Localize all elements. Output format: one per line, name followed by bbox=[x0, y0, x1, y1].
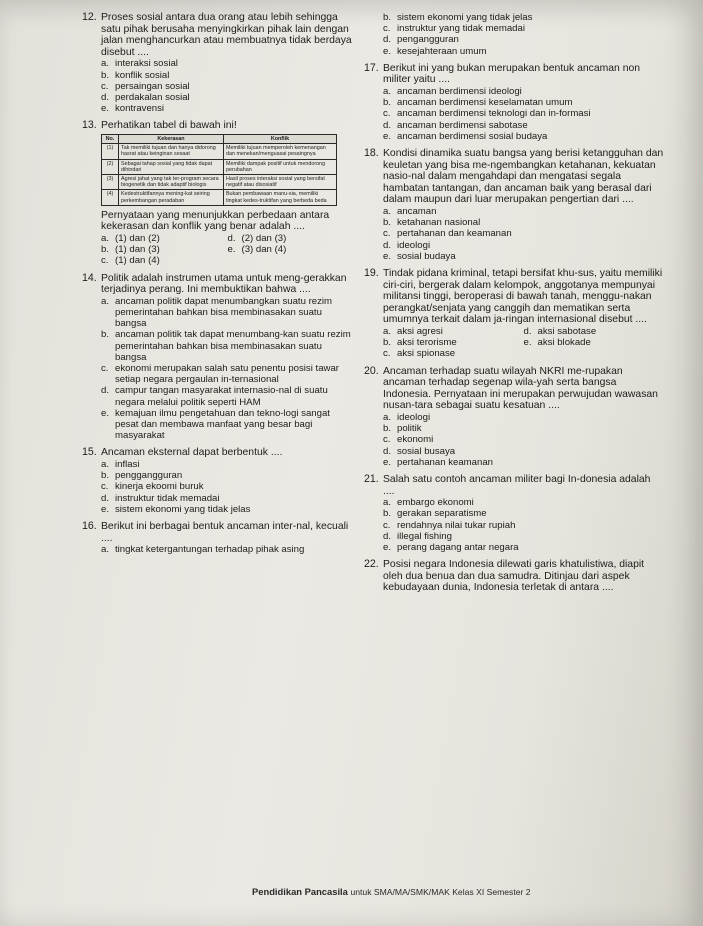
option-c: c. ancaman berdimensi teknologi dan in-formasi bbox=[383, 108, 591, 120]
question-18 bbox=[364, 148, 664, 262]
option-e: e. sistem ekonomi yang tidak jelas bbox=[101, 503, 251, 515]
question-21 bbox=[364, 474, 664, 553]
option-a: a. (1) dan (2) bbox=[101, 233, 160, 244]
option-a: a. ancaman politik dapat menumbangkan suatu rezim pemerintahan bahkan bisa membinasakan suatu bangsa bbox=[101, 295, 333, 330]
table-header-kekerasan: Kekerasan bbox=[119, 134, 224, 143]
option-a: a. aksi agresi bbox=[383, 325, 443, 337]
option-a: a. inflasi bbox=[101, 459, 140, 471]
option-c: c. kinerja ekoomi buruk bbox=[101, 481, 204, 493]
question-19 bbox=[364, 268, 664, 360]
option-a: a. embargo ekonomi bbox=[383, 497, 474, 509]
table-row bbox=[102, 159, 337, 174]
option-e: e. aksi blokade bbox=[523, 337, 591, 349]
footer-title: Pendidikan Pancasila bbox=[252, 886, 348, 897]
option-e: e. pertahanan keamanan bbox=[383, 456, 494, 468]
option-c: c. (1) dan (4) bbox=[101, 255, 160, 267]
option-b: b. sistem ekonomi yang tidak jelas bbox=[383, 12, 533, 23]
question-13 bbox=[82, 120, 354, 266]
option-e: e. perang dagang antar negara bbox=[383, 541, 519, 553]
table-cell-no: (2) bbox=[102, 159, 119, 174]
table-row bbox=[102, 144, 337, 159]
option-a: a. ancaman berdimensi ideologi bbox=[383, 86, 522, 97]
question-15 bbox=[82, 447, 354, 515]
table-cell-konflik: Memiliki dampak positif untuk mendorong perubahan bbox=[223, 159, 336, 174]
option-e: e. kesejahteraan umum bbox=[383, 45, 487, 57]
table-cell-kekerasan: Kedestruktifannya mening-kat seiring perkembangan peradaban bbox=[119, 190, 224, 205]
table-cell-konflik: Bukan pembawaan manu-sia, memiliki tingkat kedes-truktifan yang berbeda beda bbox=[223, 190, 336, 205]
option-d: d. campur tangan masyarakat internasio-nal di suatu negara melalui politik seperti HAM bbox=[101, 385, 328, 408]
option-b: b. politik bbox=[383, 423, 422, 435]
table-cell-konflik: Hasil proses interaksi sosial yang bersifat negatif atau disosiatif bbox=[223, 175, 336, 190]
question-text: Ancaman terhadap suatu wilayah NKRI me-rupakan ancaman terhadap segenap wila-yah serta bangsa Indonesia. Pernyataan ini merupakan perwujudan wawasan nusan-tara sebagai suatu kesatuan .... bbox=[383, 365, 658, 412]
option-b: b. aksi terorisme bbox=[383, 337, 457, 349]
option-b: b. ancaman berdimensi keselamatan umum bbox=[383, 97, 573, 109]
question-text-continued: Pernyataan yang menunjukkan perbedaan antara kekerasan dan konflik yang benar adalah .... bbox=[101, 209, 330, 233]
left-column bbox=[82, 12, 354, 561]
question-17 bbox=[364, 63, 664, 142]
question-text: Perhatikan tabel di bawah ini! bbox=[101, 120, 237, 132]
option-d: d. aksi sabotase bbox=[523, 325, 597, 337]
question-text: Proses sosial antara dua orang atau lebih sehingga satu pihak berusaha menyingkirkan pihak lain dengan jalan menghancurkan atau membuatnya tidak berdaya disebut .... bbox=[101, 12, 352, 58]
footer-subtitle: untuk SMA/MA/SMK/MAK Kelas XI Semester 2 bbox=[350, 887, 531, 897]
question-22 bbox=[364, 559, 664, 594]
question-number: 19. bbox=[364, 267, 379, 279]
table-cell-kekerasan: Agresi jahat yang tak ter-program secara biogenetik dan tidak adaptif biologis bbox=[119, 175, 224, 190]
table-cell-kekerasan: Tak memiliki tujuan dan hanya didorong hasrat atau keinginan sesaat bbox=[119, 144, 224, 159]
option-a: a. interaksi sosial bbox=[101, 58, 178, 70]
table-row bbox=[102, 175, 337, 190]
option-a: a. tingkat ketergantungan terhadap pihak asing bbox=[101, 544, 305, 556]
option-b: b. (1) dan (3) bbox=[101, 244, 160, 256]
question-text: Tindak pidana kriminal, tetapi bersifat khu-sus, yaitu memiliki ciri-ciri, bergerak dalam kelompok, anggotanya mempunyai militansi tinggi, beroperasi di bawah tanah, menggu-nakan perangkat/senjata yang canggih dan mematikan serta umumnya terkait dalam ja-ringan internasional disebut .... bbox=[383, 268, 663, 326]
question-text: Kondisi dinamika suatu bangsa yang berisi ketangguhan dan keuletan yang bisa me-ngembangkan ketahanan, kekuatan nasio-nal dalam mengahdapi dan mengatasi segala hambatan tantangan, dan ancaman baik yang berasal dari dalam maupun dari luar merupakan pengertian dari .... bbox=[383, 148, 664, 206]
table-cell-no: (1) bbox=[102, 144, 119, 159]
option-a: a. ancaman bbox=[383, 205, 437, 217]
option-d: d. (2) dan (3) bbox=[227, 233, 287, 244]
question-20 bbox=[364, 366, 664, 468]
option-b: b. gerakan separatisme bbox=[383, 508, 487, 520]
question-16 bbox=[82, 521, 354, 555]
right-column bbox=[364, 12, 664, 600]
question-number: 12. bbox=[82, 11, 97, 23]
page-footer bbox=[252, 886, 531, 897]
option-c: c. ekonomi bbox=[383, 434, 434, 446]
question-number: 14. bbox=[82, 271, 97, 284]
option-c: c. pertahanan dan keamanan bbox=[383, 228, 512, 240]
option-e: e. ancaman berdimensi sosial budaya bbox=[383, 130, 548, 142]
question-text: Berikut ini yang bukan merupakan bentuk ancaman non militer yaitu .... bbox=[383, 62, 641, 86]
option-a: a. ideologi bbox=[383, 411, 431, 423]
option-c: c. aksi spionase bbox=[383, 348, 456, 360]
table-cell-no: (3) bbox=[102, 175, 119, 190]
option-b: b. konflik sosial bbox=[101, 69, 170, 81]
table-header-row bbox=[102, 134, 337, 143]
option-c: c. rendahnya nilai tukar rupiah bbox=[383, 519, 516, 531]
option-d: d. sosial busaya bbox=[383, 445, 456, 457]
question-12 bbox=[82, 12, 354, 114]
question-number: 17. bbox=[364, 61, 379, 74]
option-d: d. perdakalan sosial bbox=[101, 91, 190, 103]
question-text: Berikut ini berbagai bentuk ancaman inter-nal, kecuali .... bbox=[101, 521, 349, 544]
question-text: Salah satu contoh ancaman militer bagi In-donesia adalah .... bbox=[383, 473, 651, 497]
option-e: e. kontravensi bbox=[101, 103, 165, 115]
question-number: 16. bbox=[82, 520, 97, 533]
option-e: e. kemajuan ilmu pengetahuan dan tekno-logi sangat pesat dan membawa manfaat yang besar bagi masyarakat bbox=[101, 407, 330, 442]
option-d: d. ancaman berdimensi sabotase bbox=[383, 119, 528, 131]
question-number: 13. bbox=[82, 119, 97, 132]
option-e: e. (3) dan (4) bbox=[227, 244, 287, 256]
question-text: Politik adalah instrumen utama untuk meng-gerakkan terjadinya perang. Ini membuktikan bahwa .... bbox=[101, 272, 347, 296]
option-d: d. pengangguran bbox=[383, 34, 459, 46]
comparison-table-wrap bbox=[101, 134, 354, 206]
table-cell-konflik: Memiliki tujuan memperoleh kemenangan dan menekan/menguasai pesaingnya bbox=[223, 144, 336, 159]
table-cell-no: (4) bbox=[102, 190, 119, 205]
option-b: b. ketahanan nasional bbox=[383, 217, 481, 229]
question-number: 21. bbox=[364, 472, 379, 485]
option-d: d. illegal fishing bbox=[383, 530, 452, 542]
option-c: c. ekonomi merupakan salah satu penentu posisi tawar setiap negara pergaulan in-ternasional bbox=[101, 363, 339, 386]
option-b: b. penggangguran bbox=[101, 470, 183, 482]
question-number: 18. bbox=[364, 147, 379, 160]
option-d: d. ideologi bbox=[383, 239, 431, 251]
option-c: c. persaingan sosial bbox=[101, 80, 190, 92]
option-b: b. ancaman politik tak dapat menumbang-kan suatu rezim pemerintahan bahkan bisa membinasakan suatu bangsa bbox=[101, 329, 351, 363]
table-row bbox=[102, 190, 337, 205]
question-16-continued bbox=[364, 12, 664, 57]
option-c: c. instruktur yang tidak memadai bbox=[383, 23, 525, 35]
question-number: 20. bbox=[364, 364, 379, 377]
question-number: 15. bbox=[82, 446, 97, 459]
question-number: 22. bbox=[364, 558, 379, 571]
comparison-table bbox=[101, 134, 337, 206]
question-14 bbox=[82, 273, 354, 442]
table-header-no: No. bbox=[102, 134, 119, 143]
table-cell-kekerasan: Sebagai tahap sosial yang tidak dapat dihindari bbox=[119, 159, 224, 174]
option-d: d. instruktur tidak memadai bbox=[101, 492, 220, 504]
table-header-konflik: Konflik bbox=[223, 134, 336, 143]
option-e: e. sosial budaya bbox=[383, 250, 456, 262]
question-text: Ancaman eksternal dapat berbentuk .... bbox=[101, 447, 283, 459]
question-text: Posisi negara Indonesia dilewati garis khatulistiwa, diapit oleh dua benua dan dua samudra. Ditinjau dari aspek kebudayaan dunia, Indonesia terletak di antara .... bbox=[383, 559, 645, 594]
